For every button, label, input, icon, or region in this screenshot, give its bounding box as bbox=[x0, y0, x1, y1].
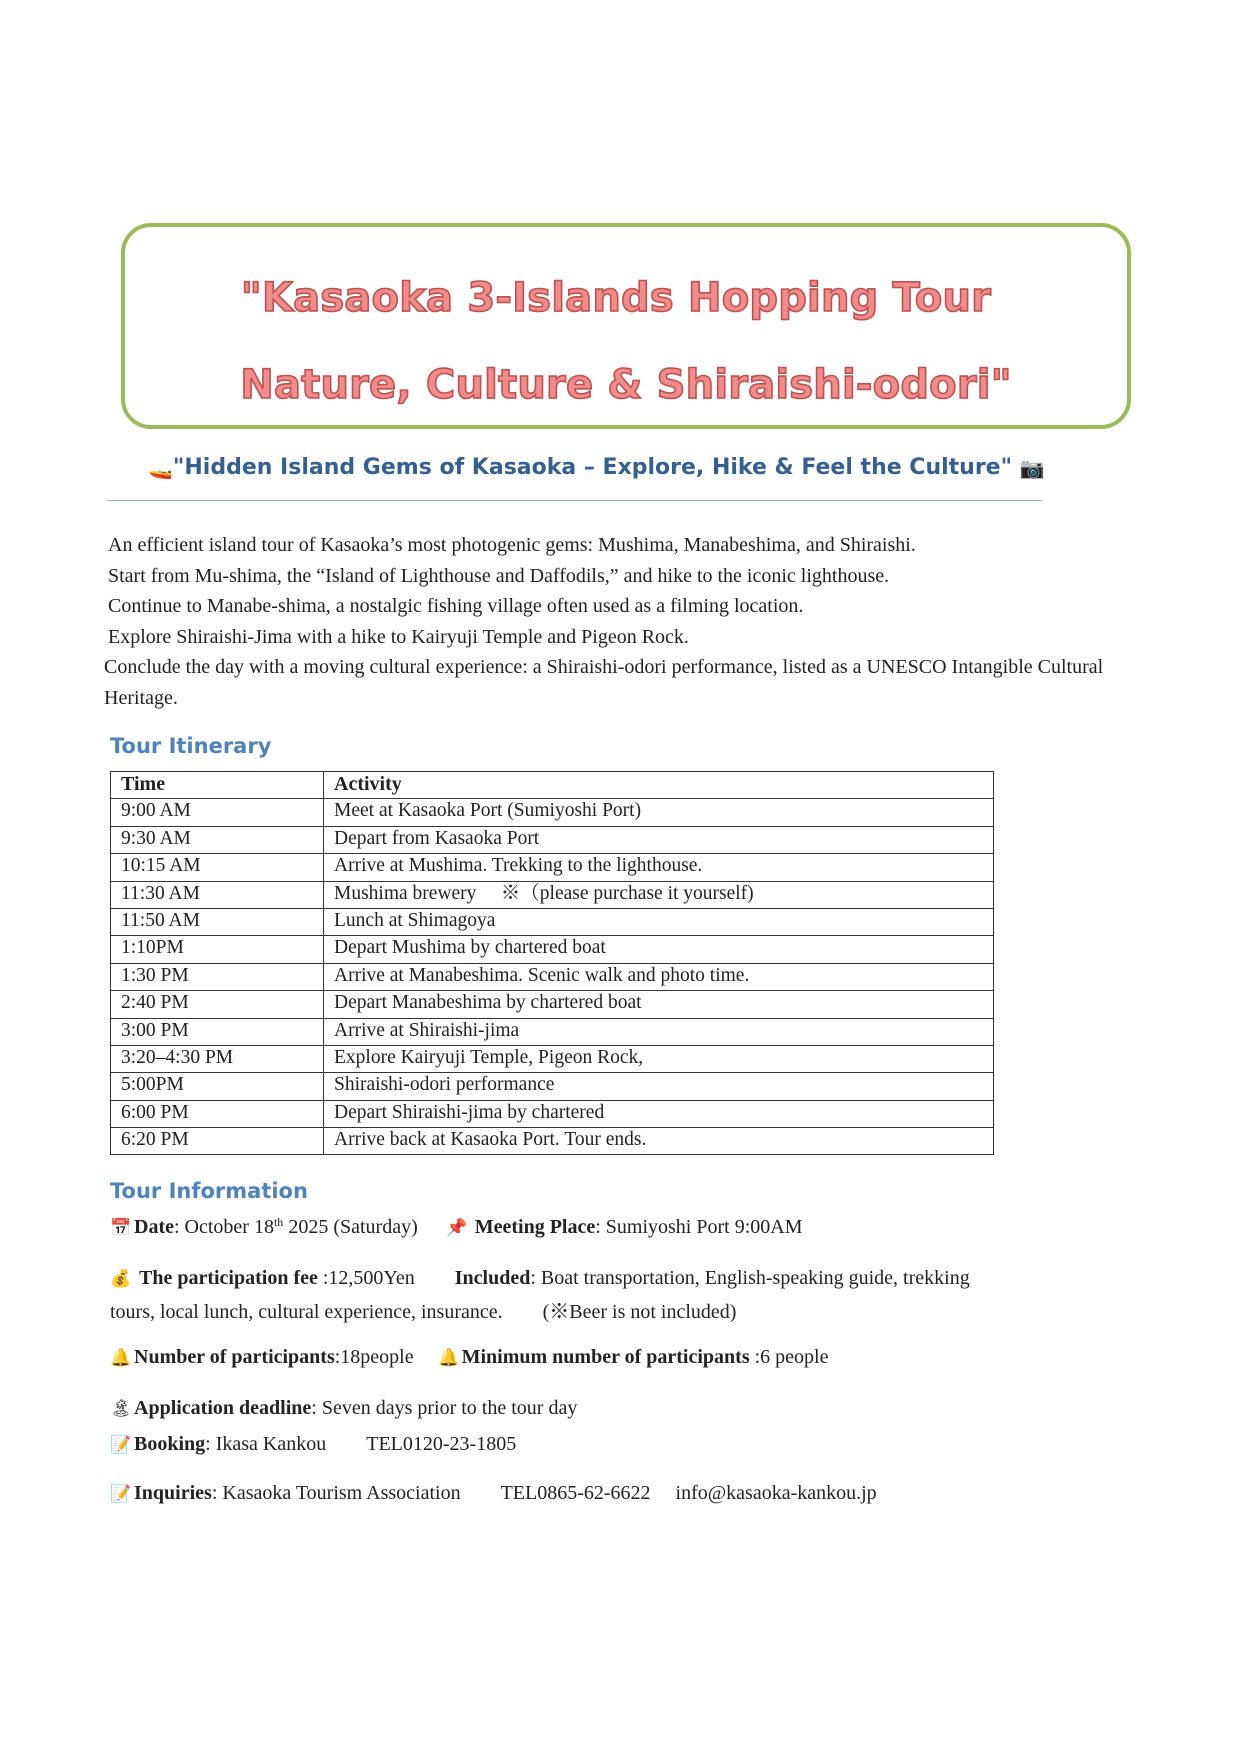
activity-cell: Mushima brewery ※（please purchase it yourself) bbox=[324, 881, 994, 908]
time-cell: 5:00PM bbox=[111, 1073, 324, 1100]
pushpin-icon: 📌 bbox=[446, 1218, 468, 1238]
activity-cell: Lunch at Shimagoya bbox=[324, 908, 994, 935]
title-box bbox=[121, 223, 1131, 429]
time-cell: 11:30 AM bbox=[111, 881, 324, 908]
participants-value: :18people bbox=[334, 1346, 414, 1368]
deadline-row bbox=[110, 1397, 577, 1420]
activity-cell: Arrive at Shiraishi-jima bbox=[324, 1018, 994, 1045]
time-cell: 6:20 PM bbox=[111, 1128, 324, 1155]
table-row bbox=[111, 1100, 994, 1127]
time-cell: 1:30 PM bbox=[111, 963, 324, 990]
info-heading: Tour Information bbox=[110, 1179, 308, 1203]
itinerary-table bbox=[110, 771, 994, 1155]
date-row bbox=[110, 1215, 803, 1239]
included-value: : Boat transportation, English-speaking guide, trekking bbox=[530, 1267, 970, 1289]
table-row bbox=[111, 1045, 994, 1072]
bell-icon: 🔔 bbox=[438, 1348, 460, 1368]
camera-icon: 📷 bbox=[1019, 456, 1045, 480]
table-row bbox=[111, 799, 994, 826]
deadline-label: Application deadline bbox=[134, 1397, 312, 1419]
money-bag-icon: 💰 bbox=[110, 1269, 132, 1289]
time-cell: 9:30 AM bbox=[111, 826, 324, 853]
participants-row bbox=[110, 1346, 828, 1369]
memo-icon: 📝 bbox=[110, 1435, 132, 1455]
booking-row bbox=[110, 1427, 516, 1456]
deadline-value: : Seven days prior to the tour day bbox=[311, 1397, 578, 1419]
title-line-1: "Kasaoka 3-Islands Hopping Tour bbox=[240, 275, 992, 321]
activity-cell: Arrive back at Kasaoka Port. Tour ends. bbox=[324, 1128, 994, 1155]
time-cell: 2:40 PM bbox=[111, 991, 324, 1018]
subtitle bbox=[148, 455, 1045, 480]
booking-label: Booking bbox=[134, 1433, 206, 1455]
intro-line: Continue to Manabe-shima, a nostalgic fishing village often used as a filming location. bbox=[108, 595, 804, 617]
activity-cell: Depart from Kasaoka Port bbox=[324, 826, 994, 853]
activity-cell: Shiraishi-odori performance bbox=[324, 1073, 994, 1100]
subtitle-divider bbox=[107, 500, 1042, 501]
date-value: : October 18 bbox=[173, 1216, 274, 1238]
table-row bbox=[111, 908, 994, 935]
fee-label: The participation fee bbox=[139, 1267, 318, 1289]
time-cell: 11:50 AM bbox=[111, 908, 324, 935]
activity-cell: Arrive at Mushima. Trekking to the lighthouse. bbox=[324, 854, 994, 881]
time-cell: 6:00 PM bbox=[111, 1100, 324, 1127]
table-row bbox=[111, 854, 994, 881]
table-row bbox=[111, 991, 994, 1018]
minimum-participants-label: Minimum number of participants bbox=[461, 1346, 750, 1368]
activity-cell: Explore Kairyuji Temple, Pigeon Rock, bbox=[324, 1045, 994, 1072]
activity-cell: Meet at Kasaoka Port (Sumiyoshi Port) bbox=[324, 799, 994, 826]
inquiries-label: Inquiries bbox=[134, 1482, 212, 1504]
intro-text bbox=[104, 530, 1128, 713]
table-row bbox=[111, 881, 994, 908]
table-row bbox=[111, 1073, 994, 1100]
date-value-rest: 2025 (Saturday) bbox=[283, 1216, 418, 1238]
intro-line: An efficient island tour of Kasaoka’s most photogenic gems: Mushima, Manabeshima, and Shiraishi. bbox=[108, 534, 916, 556]
fee-value: :12,500Yen bbox=[317, 1267, 415, 1289]
title-line-2: Nature, Culture & Shiraishi-odori" bbox=[240, 362, 1012, 408]
intro-line: Start from Mu-shima, the “Island of Lighthouse and Daffodils,” and hike to the iconic lighthouse. bbox=[108, 564, 890, 587]
booking-value: : Ikasa Kankou TEL0120-23-1805 bbox=[205, 1433, 517, 1455]
speedboat-icon: 🚤 bbox=[148, 456, 173, 480]
time-cell: 3:00 PM bbox=[111, 1018, 324, 1045]
fee-row bbox=[110, 1267, 970, 1290]
included-continued: tours, local lunch, cultural experience, insurance. (※Beer is not included) bbox=[110, 1301, 737, 1323]
time-cell: 1:10PM bbox=[111, 936, 324, 963]
activity-cell: Depart Mushima by chartered boat bbox=[324, 936, 994, 963]
island-icon: 🏝 bbox=[110, 1399, 132, 1419]
intro-line: Conclude the day with a moving cultural experience: a Shiraishi-odori performance, listed as a UNESCO Intangible Cultural Heritage. bbox=[104, 656, 1104, 709]
activity-cell: Arrive at Manabeshima. Scenic walk and photo time. bbox=[324, 963, 994, 990]
intro-line: Explore Shiraishi-Jima with a hike to Kairyuji Temple and Pigeon Rock. bbox=[108, 625, 689, 648]
time-cell: 10:15 AM bbox=[111, 854, 324, 881]
date-suffix: th bbox=[273, 1215, 284, 1229]
subtitle-text: "Hidden Island Gems of Kasaoka – Explore, Hike & Feel the Culture" bbox=[172, 455, 1013, 480]
table-row bbox=[111, 963, 994, 990]
inquiries-value: : Kasaoka Tourism Association TEL0865-62-6622 info@kasaoka-kankou.jp bbox=[211, 1482, 877, 1504]
table-header-row bbox=[111, 772, 994, 799]
column-header-activity: Activity bbox=[324, 772, 994, 799]
activity-cell: Depart Manabeshima by chartered boat bbox=[324, 991, 994, 1018]
table-row bbox=[111, 826, 994, 853]
memo-icon: 📝 bbox=[110, 1484, 132, 1504]
participants-label: Number of participants bbox=[134, 1346, 335, 1368]
date-label: Date bbox=[134, 1216, 174, 1238]
time-cell: 9:00 AM bbox=[111, 799, 324, 826]
table-row bbox=[111, 936, 994, 963]
bell-icon: 🔔 bbox=[110, 1348, 132, 1368]
meeting-place-value: : Sumiyoshi Port 9:00AM bbox=[595, 1216, 803, 1238]
minimum-participants-value: :6 people bbox=[749, 1346, 829, 1368]
included-label: Included bbox=[454, 1267, 531, 1289]
calendar-icon: 📅 bbox=[110, 1218, 132, 1238]
column-header-time: Time bbox=[111, 772, 324, 799]
table-row bbox=[111, 1018, 994, 1045]
meeting-place-label: Meeting Place bbox=[474, 1216, 596, 1238]
time-cell: 3:20–4:30 PM bbox=[111, 1045, 324, 1072]
activity-cell: Depart Shiraishi-jima by chartered bbox=[324, 1100, 994, 1127]
table-row bbox=[111, 1128, 994, 1155]
itinerary-heading: Tour Itinerary bbox=[110, 734, 272, 758]
inquiries-row bbox=[110, 1476, 877, 1505]
